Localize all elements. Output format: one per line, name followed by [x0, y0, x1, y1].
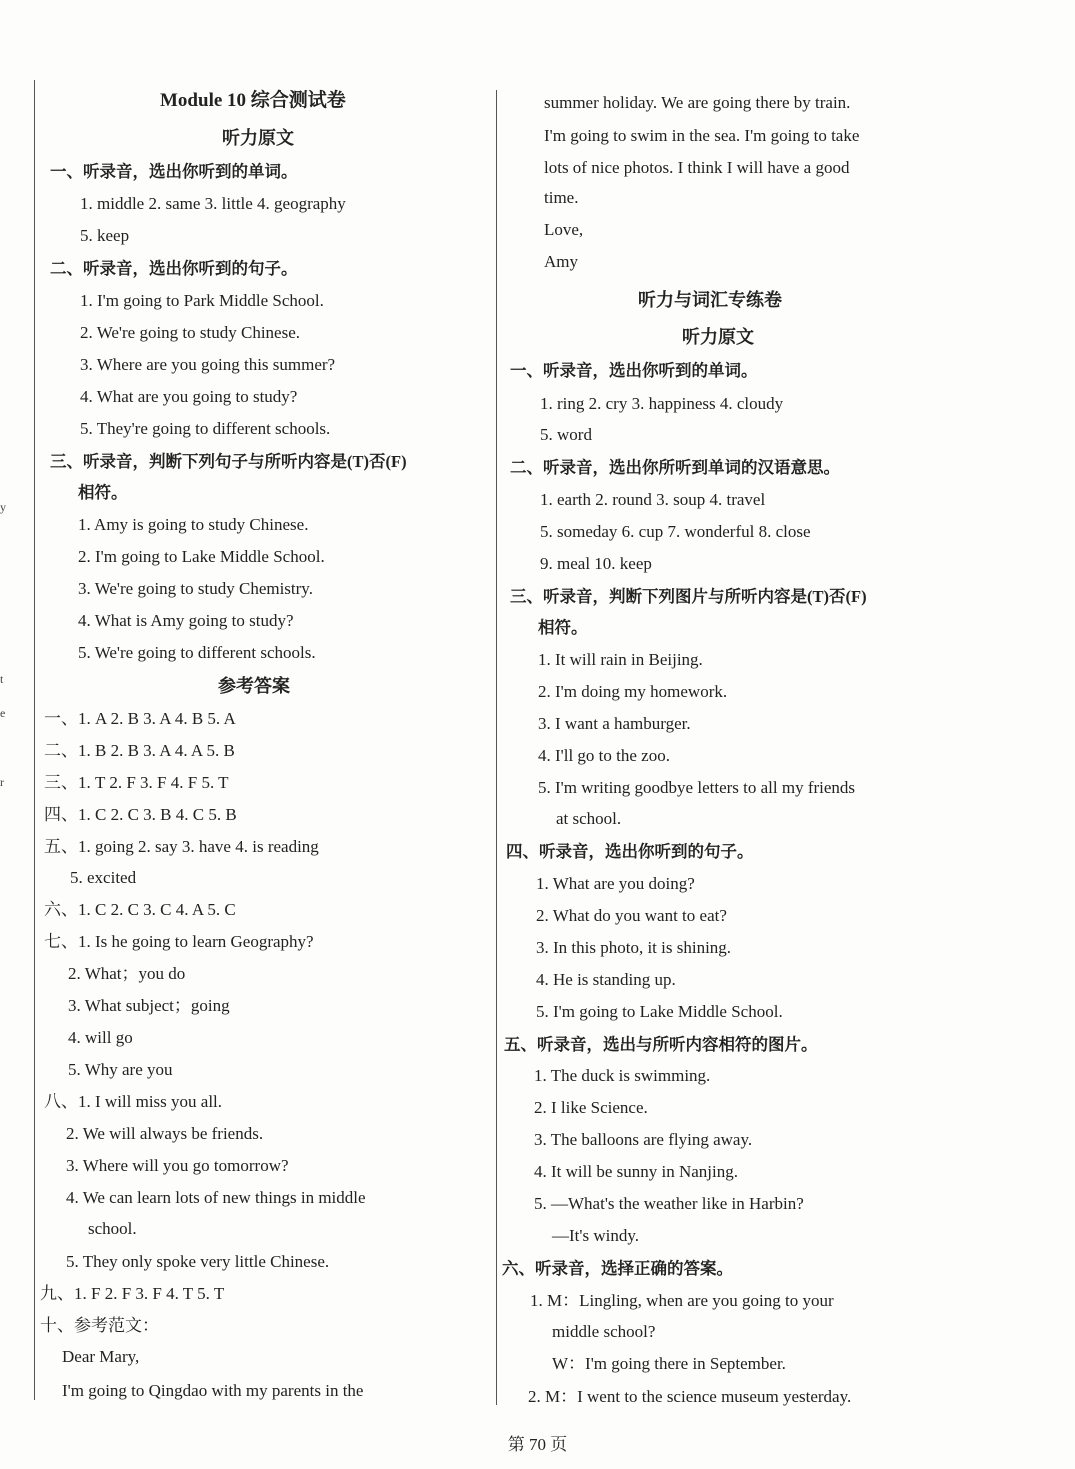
left-line: 5. excited [70, 868, 137, 887]
left-line: 听力原文 [222, 128, 294, 148]
left-line: 四、1. C 2. C 3. B 4. C 5. B [44, 805, 237, 824]
right-line: lots of nice photos. I think I will have a good [544, 158, 850, 177]
right-line: 5. —What's the weather like in Harbin? [534, 1194, 804, 1213]
left-line: 二、听录音，选出你听到的句子。 [50, 259, 298, 278]
right-line: summer holiday. We are going there by train. [544, 93, 851, 112]
right-line: 1. earth 2. round 3. soup 4. travel [540, 490, 766, 509]
right-line: —It's windy. [552, 1226, 639, 1245]
left-line: Module 10 综合测试卷 [160, 90, 346, 111]
left-line: 参考答案 [218, 676, 290, 696]
right-line: 1. M：Lingling, when are you going to your [530, 1291, 834, 1310]
left-line: 2. We're going to study Chinese. [80, 323, 300, 342]
left-line: 1. I'm going to Park Middle School. [80, 291, 324, 310]
right-line: 1. The duck is swimming. [534, 1066, 711, 1085]
right-line: 4. I'll go to the zoo. [538, 746, 670, 765]
right-line: 4. He is standing up. [536, 970, 676, 989]
right-line: 2. I like Science. [534, 1098, 648, 1117]
left-line: 一、1. A 2. B 3. A 4. B 5. A [44, 709, 236, 728]
right-line: 4. It will be sunny in Nanjing. [534, 1162, 738, 1181]
left-line: 3. Where will you go tomorrow? [66, 1156, 289, 1175]
left-line: 2. I'm going to Lake Middle School. [78, 547, 325, 566]
left-line: school. [88, 1219, 137, 1238]
left-line: 3. Where are you going this summer? [80, 355, 336, 374]
left-line: 七、1. Is he going to learn Geography? [44, 932, 314, 951]
edge-mark: y [0, 500, 6, 514]
left-line: 2. We will always be friends. [66, 1124, 264, 1143]
right-line: 一、听录音，选出你听到的单词。 [510, 361, 758, 380]
left-line: 1. middle 2. same 3. little 4. geography [80, 194, 346, 213]
right-line: 3. The balloons are flying away. [534, 1130, 753, 1149]
right-line: middle school? [552, 1322, 656, 1341]
edge-mark: t [0, 672, 4, 686]
right-line: 三、听录音，判断下列图片与所听内容是(T)否(F) [510, 587, 867, 606]
left-line: 八、1. I will miss you all. [44, 1092, 223, 1111]
right-line: 5. I'm going to Lake Middle School. [536, 1002, 783, 1021]
left-line: 4. What is Amy going to study? [78, 611, 294, 630]
right-line: 四、听录音，选出你听到的句子。 [506, 842, 754, 861]
left-margin-rule [34, 80, 35, 1400]
left-line: 4. What are you going to study? [80, 387, 298, 406]
right-line: at school. [556, 809, 622, 828]
right-line: 5. I'm writing goodbye letters to all my friends [538, 778, 856, 797]
left-line: 5. They only spoke very little Chinese. [66, 1252, 330, 1271]
left-line: 二、1. B 2. B 3. A 4. A 5. B [44, 741, 235, 760]
right-line: 2. M：I went to the science museum yesterday. [528, 1387, 852, 1406]
left-line: 相符。 [78, 483, 128, 502]
left-line: 5. We're going to different schools. [78, 643, 316, 662]
left-line: 九、1. F 2. F 3. F 4. T 5. T [40, 1284, 225, 1303]
right-line: 2. I'm doing my homework. [538, 682, 728, 701]
left-line: 3. We're going to study Chemistry. [78, 579, 313, 598]
right-line: 六、听录音，选择正确的答案。 [502, 1259, 733, 1278]
left-line: 三、1. T 2. F 3. F 4. F 5. T [44, 773, 229, 792]
left-line: 4. will go [68, 1028, 133, 1047]
right-line: W：I'm going there in September. [552, 1354, 786, 1373]
right-line: 听力原文 [682, 327, 754, 347]
left-line: 2. What；you do [68, 964, 186, 983]
left-line: 5. keep [80, 226, 130, 245]
left-line: 4. We can learn lots of new things in middle [66, 1188, 366, 1207]
left-line: I'm going to Qingdao with my parents in the [62, 1381, 364, 1400]
right-line: I'm going to swim in the sea. I'm going to take [544, 126, 860, 145]
left-line: 十、参考范文： [40, 1316, 159, 1335]
right-line: 2. What do you want to eat? [536, 906, 727, 925]
right-line: 五、听录音，选出与所听内容相符的图片。 [504, 1035, 818, 1054]
right-line: 3. I want a hamburger. [538, 714, 691, 733]
right-line: 5. word [540, 425, 592, 444]
right-line: 相符。 [538, 618, 588, 637]
left-line: 1. Amy is going to study Chinese. [78, 515, 309, 534]
right-line: 9. meal 10. keep [540, 554, 652, 573]
left-line: 5. Why are you [68, 1060, 173, 1079]
right-line: 听力与词汇专练卷 [638, 290, 782, 310]
edge-mark: e [0, 706, 6, 720]
right-line: 1. It will rain in Beijing. [538, 650, 703, 669]
left-line: 一、听录音，选出你听到的单词。 [50, 162, 298, 181]
right-line: time. [544, 188, 579, 207]
edge-mark: r [0, 775, 4, 789]
left-line: 五、1. going 2. say 3. have 4. is reading [44, 837, 319, 856]
left-line: 三、听录音，判断下列句子与所听内容是(T)否(F) [50, 452, 407, 471]
right-line: 5. someday 6. cup 7. wonderful 8. close [540, 522, 811, 541]
left-line: 5. They're going to different schools. [80, 419, 331, 438]
page-number: 第 70 页 [507, 1435, 568, 1454]
right-line: Amy [544, 252, 578, 271]
left-line: Dear Mary, [62, 1347, 140, 1366]
right-line: Love, [544, 220, 584, 239]
left-line: 3. What subject；going [68, 996, 230, 1015]
right-line: 二、听录音，选出你所听到单词的汉语意思。 [510, 458, 840, 477]
left-line: 六、1. C 2. C 3. C 4. A 5. C [44, 900, 236, 919]
column-divider [496, 90, 497, 1405]
right-line: 1. What are you doing? [536, 874, 695, 893]
right-line: 1. ring 2. cry 3. happiness 4. cloudy [540, 394, 784, 413]
right-line: 3. In this photo, it is shining. [536, 938, 732, 957]
